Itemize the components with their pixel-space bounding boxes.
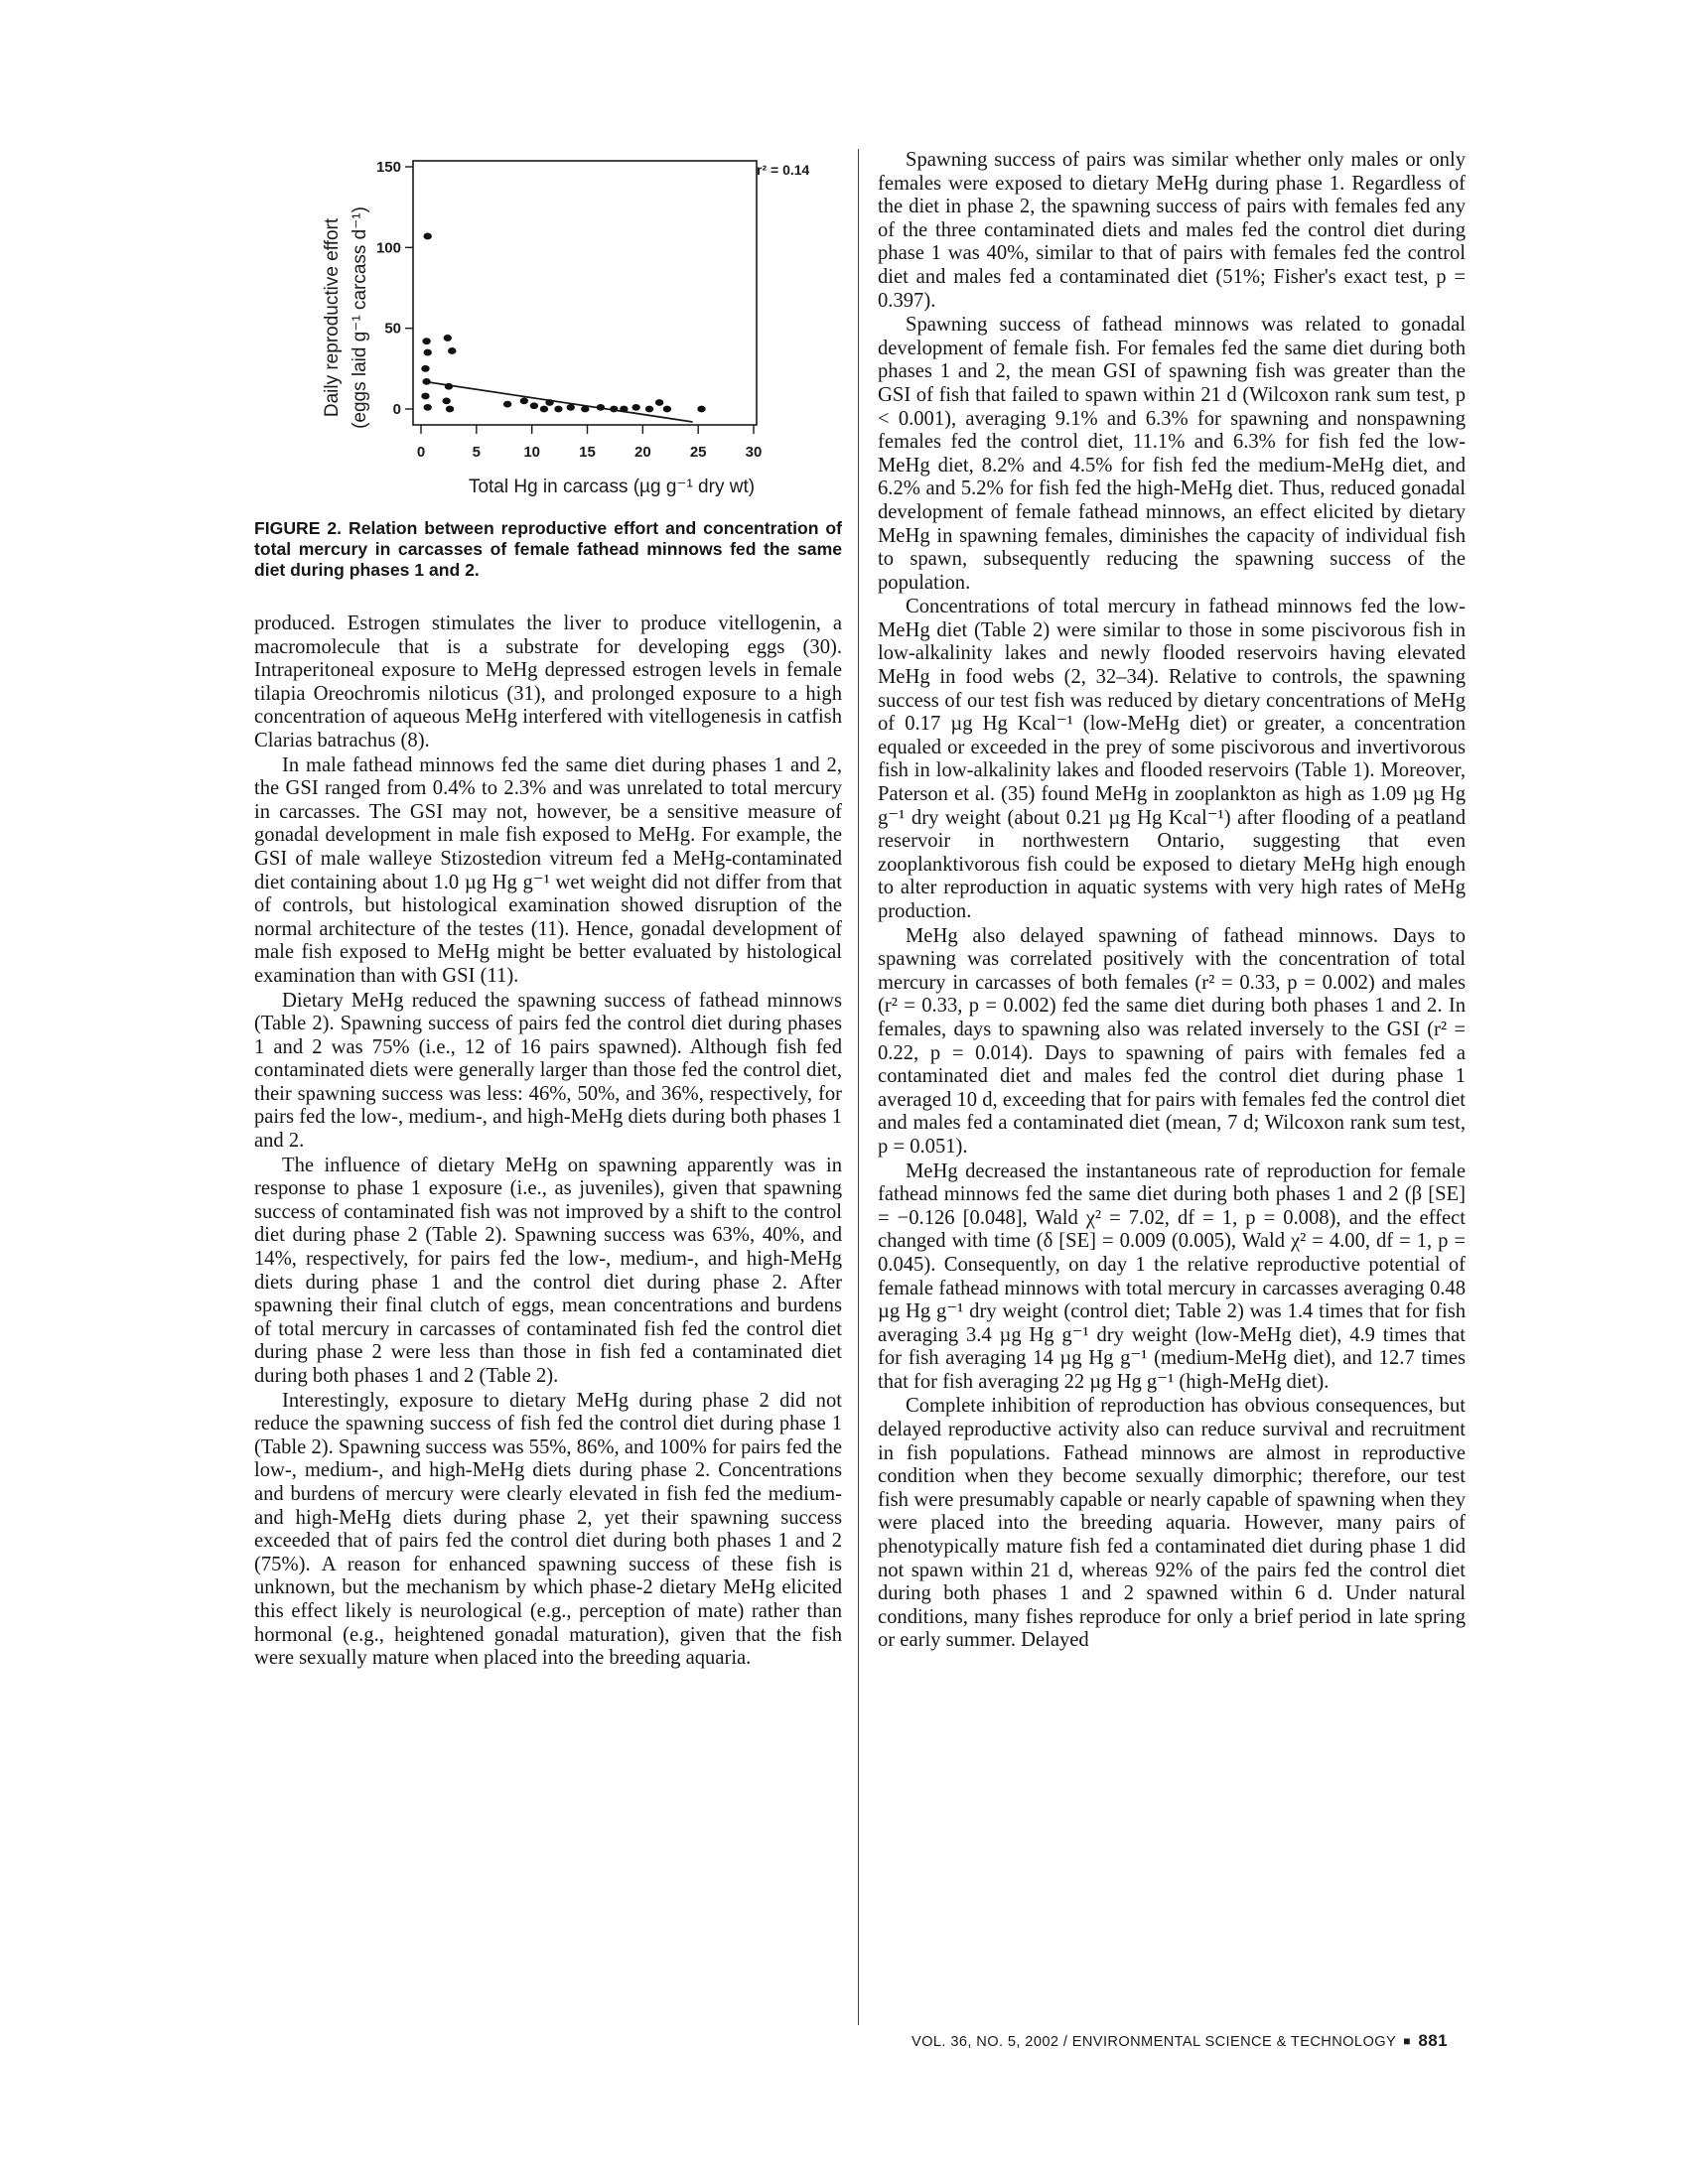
paragraph: Dietary MeHg reduced the spawning success of fathead minnows (Table 2). Spawning success of pairs fed the control diet during phases 1 and 2 was 75% (i.e., 12 of 16 pairs spawned). Although fish fed contaminated diets were generally larger than those fed the control diet, their spawning success was less: 46%, 50%, and 36%, respectively, for pairs fed the low-, medium-, and high-MeHg diets during both phases 1 and 2. — [254, 989, 842, 1153]
data-point — [424, 349, 432, 356]
paragraph: Spawning success of fathead minnows was related to gonadal development of female fish. For females fed the same diet during both phases 1 and 2, the mean GSI of spawning fish was greater than the GSI of fish that failed to spawn within 21 d (Wilcoxon rank sum test, p < 0.001), averaging 9.1% and 6.3% for spawning and nonspawning females fed the control diet, 11.1% and 6.3% for fish fed the low-MeHg diet, 8.2% and 4.5% for fish fed the medium-MeHg diet, and 6.2% and 5.2% for fish fed the high-MeHg diet. Thus, reduced gonadal development of female fathead minnows, an effect elicited by dietary MeHg in spawning females, diminishes the capacity of individual fish to spawn, subsequently reducing the spawning success of the population. — [878, 314, 1466, 594]
data-point — [445, 383, 453, 390]
figure-caption — [254, 518, 842, 581]
data-point — [424, 404, 432, 411]
figure-2 — [298, 139, 854, 516]
data-point — [503, 401, 511, 408]
data-point — [442, 397, 450, 404]
data-points — [421, 233, 705, 422]
y-tick-label: 100 — [375, 239, 401, 257]
data-point — [444, 335, 452, 341]
data-point — [446, 406, 454, 413]
x-tick-label: 25 — [689, 444, 707, 461]
journal-citation: VOL. 36, NO. 5, 2002 / ENVIRONMENTAL SCIENCE & TECHNOLOGY — [912, 2034, 1396, 2050]
page-number: 881 — [1418, 2031, 1448, 2050]
data-point — [540, 406, 548, 413]
x-tick-label: 10 — [523, 444, 541, 461]
data-point — [422, 338, 430, 344]
data-point — [610, 406, 618, 413]
page-footer — [912, 2031, 1448, 2051]
paragraph: MeHg also delayed spawning of fathead minnows. Days to spawning was correlated positively with the concentration of total mercury in carcasses of both females (r² = 0.33, p = 0.002) and males (r² = 0.33, p = 0.002) fed the same diet during both phases 1 and 2. In females, days to spawning also was related inversely to the GSI (r² = 0.22, p = 0.014). Days to spawning of pairs with females fed a contaminated diet and males fed the control diet during phase 1 averaged 10 d, exceeding that for pairs with females fed the control diet and males fed a contaminated diet (mean, 7 d; Wilcoxon rank sum test, p = 0.051). — [878, 924, 1466, 1158]
data-point — [620, 406, 628, 413]
data-point — [422, 378, 430, 385]
paragraph: Spawning success of pairs was similar whether only males or only females were exposed to dietary MeHg during phase 1. Regardless of the diet in phase 2, the spawning success of pairs with females fed any of the three contaminated diets and males fed the control diet during phase 1 was 40%, similar to that of pairs with females fed the control diet and males fed a contaminated diet (51%; Fisher's exact test, p = 0.397). — [878, 149, 1466, 312]
plot-axes — [413, 161, 757, 425]
data-point — [545, 399, 553, 406]
r-squared-annotation: r² = 0.14 — [757, 162, 810, 178]
y-axis-label-line1: Daily reproductive effort — [322, 217, 343, 418]
regression-line — [424, 381, 692, 422]
x-tick-label: 15 — [579, 444, 596, 461]
footer-bullet: ■ — [1403, 2034, 1411, 2048]
y-tick-label: 50 — [384, 320, 401, 338]
y-tick-label: 0 — [392, 401, 401, 418]
data-point — [421, 393, 429, 400]
x-tick-label: 20 — [633, 444, 651, 461]
plot-frame — [413, 161, 757, 425]
paragraph: MeHg decreased the instantaneous rate of reproduction for female fathead minnows fed the same diet during both phases 1 and 2 (β [SE] = −0.126 [0.048], Wald χ² = 7.02, df = 1, p = 0.008), and the effect changed with time (δ [SE] = 0.009 (0.005), Wald χ² = 4.00, df = 1, p = 0.045). Consequently, on day 1 the relative reproductive potential of female fathead minnows with total mercury in carcasses averaging 0.48 µg Hg g⁻¹ dry weight (control diet; Table 2) was 1.4 times that for fish averaging 3.4 µg Hg g⁻¹ dry weight (low-MeHg diet), 4.9 times that for fish averaging 14 µg Hg g⁻¹ (medium-MeHg diet), and 12.7 times that for fish averaging 22 µg Hg g⁻¹ (high-MeHg diet). — [878, 1160, 1466, 1393]
figure-caption-label: FIGURE 2. — [254, 518, 343, 538]
paragraph: Complete inhibition of reproduction has obvious consequences, but delayed reproductive activity also can reduce survival and recruitment in fish populations. Fathead minnows are almost in reproductive condition when they become sexually dimorphic; therefore, our test fish were presumably capable or nearly capable of spawning when they were placed into the breeding aquaria. However, many pairs of phenotypically mature fish fed a contaminated diet during phase 1 did not spawn within 21 d, whereas 92% of the pairs fed the control diet during both phases 1 and 2 spawned within 6 d. Under natural conditions, many fishes reproduce for only a brief period in late spring or early summer. Delayed — [878, 1395, 1466, 1652]
data-point — [530, 402, 538, 409]
paragraph: The influence of dietary MeHg on spawning apparently was in response to phase 1 exposure (i.e., as juveniles), given that spawning success of contaminated fish was not improved by a shift to the control diet during phase 2 (Table 2). Spawning success was 63%, 40%, and 14%, respectively, for pairs fed the low-, medium-, and high-MeHg diets during phase 1 and the control diet during phase 2. After spawning their final clutch of eggs, mean concentrations and burdens of total mercury in carcasses of contaminated fish fed the control diet during phase 2 were less than those in fish fed a contaminated diet during both phases 1 and 2 (Table 2). — [254, 1154, 842, 1387]
data-point — [645, 406, 653, 413]
scatter-plot — [298, 139, 854, 516]
data-point — [421, 365, 429, 372]
x-tick-label: 5 — [472, 444, 482, 461]
data-point — [424, 233, 432, 240]
data-point — [520, 397, 528, 404]
data-point — [663, 406, 671, 413]
x-axis-label: Total Hg in carcass (µg g⁻¹ dry wt) — [468, 477, 756, 497]
y-tick-label: 150 — [375, 159, 401, 176]
right-column — [878, 149, 1466, 1653]
left-column — [254, 613, 842, 1671]
paragraph: Interestingly, exposure to dietary MeHg during phase 2 did not reduce the spawning success of fish fed the control diet during phase 1 (Table 2). Spawning success was 55%, 86%, and 100% for pairs fed the low-, medium-, and high-MeHg diets during phase 2. Concentrations and burdens of mercury were clearly elevated in fish fed the medium- and high-MeHg diets during phase 2, yet their spawning success exceeded that of pairs fed the control diet during both phases 1 and 2 (75%). A reason for enhanced spawning success of these fish is unknown, but the mechanism by which phase-2 dietary MeHg elicited this effect likely is neurological (e.g., perception of mate) rather than hormonal (e.g., heightened gonadal maturation), given that the fish were sexually mature when placed into the breeding aquaria. — [254, 1389, 842, 1670]
paragraph: produced. Estrogen stimulates the liver to produce vitellogenin, a macromolecule that is a substrate for developing eggs (30). Intraperitoneal exposure to MeHg depressed estrogen levels in female tilapia Oreochromis niloticus (31), and prolonged exposure to a high concentration of aqueous MeHg interfered with vitellogenesis in catfish Clarias batrachus (8). — [254, 613, 842, 751]
column-divider — [858, 149, 859, 2025]
x-tick-label: 0 — [416, 444, 426, 461]
data-point — [567, 404, 575, 411]
data-point — [697, 406, 705, 413]
data-point — [448, 347, 456, 354]
data-point — [597, 404, 605, 411]
data-point — [655, 399, 663, 406]
data-point — [632, 404, 639, 411]
y-axis-label-line2: (eggs laid g⁻¹ carcass d⁻¹) — [350, 206, 370, 429]
paragraph: In male fathead minnows fed the same diet during phases 1 and 2, the GSI ranged from 0.4% to 2.3% and was unrelated to total mercury in carcasses. The GSI may not, however, be a sensitive measure of gonadal development in male fish exposed to MeHg. For example, the GSI of male walleye Stizostedion vitreum fed a MeHg-contaminated diet containing about 1.0 µg Hg g⁻¹ wet weight did not differ from that of controls, but histological examination showed disruption of the normal architecture of the testes (11). Hence, gonadal development of male fish exposed to MeHg might be better evaluated by histological examination than with GSI (11). — [254, 753, 842, 987]
data-point — [554, 406, 562, 413]
axis-ticks — [376, 159, 762, 461]
figure-caption-text: Relation between reproductive effort and concentration of total mercury in carcasses of female fathead minnows fed the same diet during phases 1 and 2. — [254, 518, 843, 580]
paragraph: Concentrations of total mercury in fathead minnows fed the low-MeHg diet (Table 2) were similar to those in some piscivorous fish in low-alkalinity lakes and newly flooded reservoirs having elevated MeHg in food webs (2, 32–34). Relative to controls, the spawning success of our test fish was reduced by dietary concentrations of MeHg of 0.17 µg Hg Kcal⁻¹ (low-MeHg diet) or greater, a concentration equaled or exceeded in the prey of some piscivorous and invertivorous fish in low-alkalinity lakes and flooded reservoirs (Table 1). Moreover, Paterson et al. (35) found MeHg in zooplankton as high as 1.09 µg Hg g⁻¹ dry weight (about 0.21 µg Hg Kcal⁻¹) after flooding of a peatland reservoir in northwestern Ontario, suggesting that even zooplanktivorous fish could be exposed to dietary MeHg high enough to alter reproduction in aquatic systems with very high rates of MeHg production. — [878, 596, 1466, 922]
x-tick-label: 30 — [745, 444, 763, 461]
data-point — [581, 406, 589, 413]
